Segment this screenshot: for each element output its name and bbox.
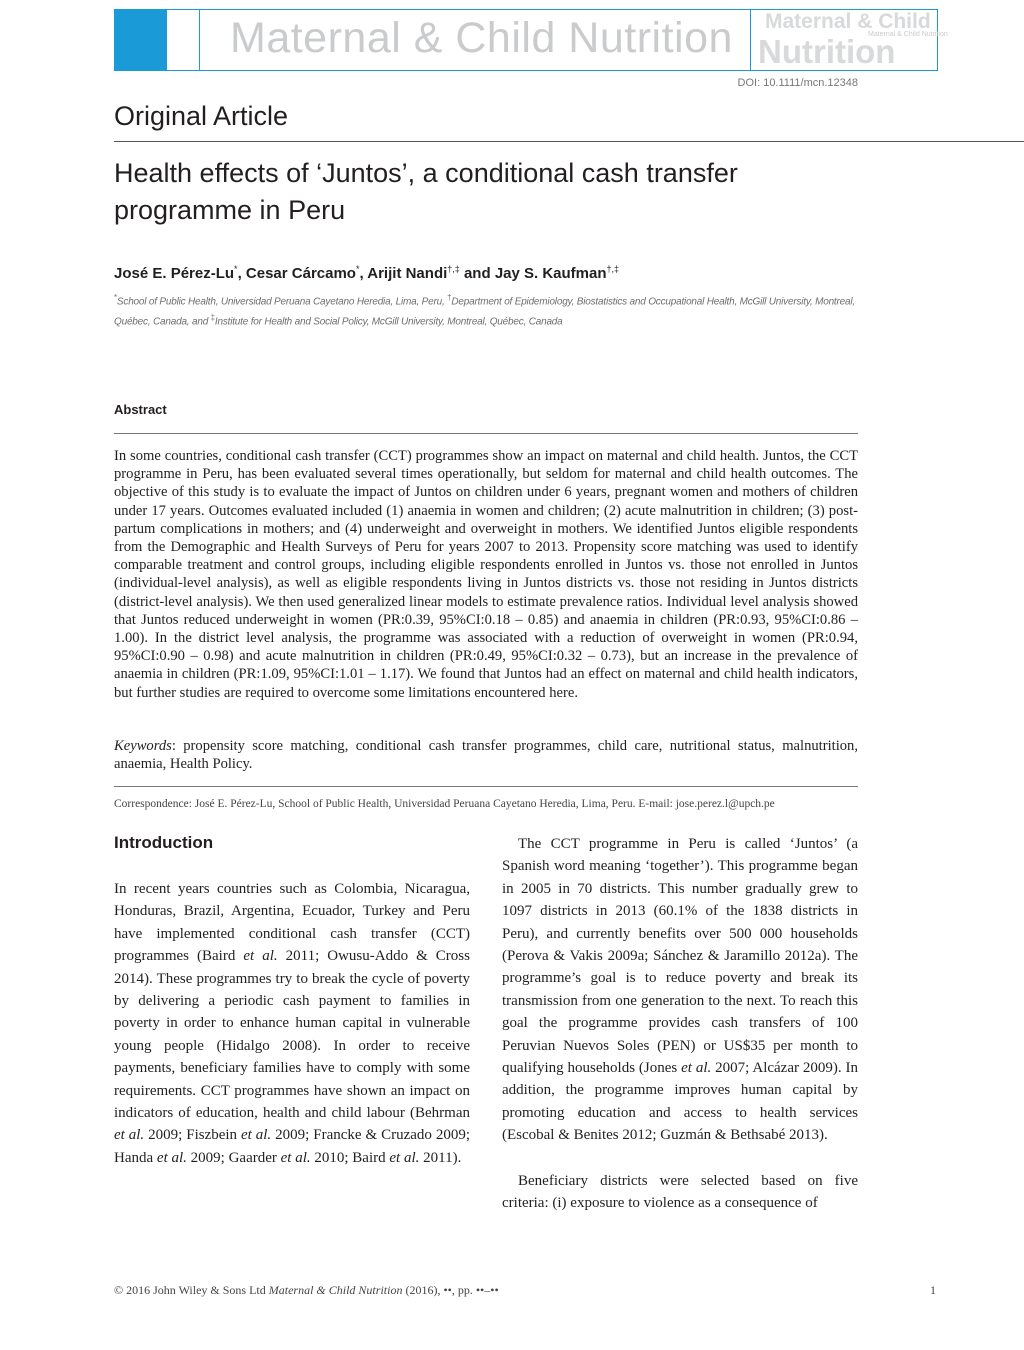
author-name: Arijit Nandi	[367, 265, 448, 282]
italic-run: et al.	[280, 1149, 311, 1166]
text-run: 2011).	[419, 1149, 462, 1166]
affiliation-mark: *	[114, 293, 117, 302]
author-affiliation-mark: †,‡	[447, 264, 460, 274]
author-name: Jay S. Kaufman	[494, 265, 607, 282]
author-name: José E. Pérez-Lu	[114, 265, 235, 282]
header-accent-block	[114, 9, 167, 71]
header-divider	[199, 9, 200, 71]
title-rule	[114, 141, 1024, 142]
author-separator: and	[459, 265, 495, 282]
header-divider	[750, 9, 751, 71]
article-type: Original Article	[114, 101, 289, 131]
author-affiliation-mark: *	[234, 264, 238, 274]
italic-run: et al.	[156, 1149, 187, 1166]
journal-logo-small: Maternal & Child Nutrition	[868, 31, 948, 38]
keywords	[114, 737, 858, 773]
text-run: 2007; Alcázar 2009). In addition, the programme improves human capital by promoting education and access to health services (Escobal & Benites 2012; Guzmán & Bethsabé 2013).	[502, 1060, 858, 1144]
copyright-suffix: (2016), ••, pp. ••–••	[402, 1283, 499, 1297]
journal-name: Maternal & Child Nutrition	[230, 14, 733, 62]
affiliation-text: Department of Epidemiology, Biostatistics and Occupational Health, McGill University, Montreal, Québec, Canada, and	[114, 296, 855, 328]
author-name: Cesar Cárcamo	[245, 265, 356, 282]
correspondence-rule	[114, 786, 858, 787]
affiliation-mark: ‡	[210, 313, 215, 323]
affiliation-text: School of Public Health, Universidad Peruana Cayetano Heredia, Lima, Peru,	[116, 296, 448, 308]
author-separator: ,	[237, 265, 246, 282]
journal-logo-line1: Maternal & Child	[765, 10, 931, 33]
correspondence: Correspondence: José E. Pérez-Lu, School of Public Health, Universidad Peruana Cayetano Heredia, Lima, Peru. E-mail: jose.perez.l@upch.pe	[114, 798, 775, 810]
italic-run: et al.	[389, 1149, 420, 1166]
author-separator: ,	[359, 265, 368, 282]
footer-copyright	[114, 1283, 499, 1298]
text-run: In recent years countries such as Colombia, Nicaragua, Honduras, Brazil, Argentina, Ecuador, Turkey and Peru have implemented conditional cash transfer (CCT) programmes (Baird	[114, 881, 470, 965]
copyright-prefix: © 2016 John Wiley & Sons Ltd	[114, 1283, 269, 1297]
affiliation-mark: †	[447, 293, 452, 302]
introduction-heading: Introduction	[114, 833, 214, 852]
text-run: 2011; Owusu-Addo & Cross 2014). These programmes try to break the cycle of poverty by delivering a periodic cash payment to families in poverty in order to enhance human capital in vulnerable young people (Hidalgo 2008). In order to receive payments, beneficiary families have to comply with some requirements. CCT programmes have shown an impact on indicators of education, health and child labour (Behrman	[114, 948, 470, 1122]
text-run: 2009; Gaarder	[186, 1149, 281, 1166]
author-affiliation-mark: †,‡	[606, 264, 620, 274]
text-run: 2009; Francke & Cruzado 2009; Handa	[114, 1127, 470, 1166]
introduction-right-paragraph-2: Beneficiary districts were selected based on five criteria: (i) exposure to violence as a consequence of	[502, 1173, 858, 1212]
author-affiliation-mark: *	[355, 264, 360, 274]
text-run: 2009; Fiszbein	[144, 1127, 241, 1144]
italic-run: et al.	[681, 1060, 712, 1077]
text-run: The CCT programme in Peru is called ‘Juntos’ (a Spanish word meaning ‘together’). This programme began in 2005 in 70 districts. This number gradually grew to 1097 districts in 2013 (60.1% of the 1838 districts in Peru), and currently benefits over 500 000 households (Perova & Vakis 2009a; Sánchez & Jaramillo 2012a). The programme’s goal is to reduce poverty and break its transmission from one generation to the next. To reach this goal the programme provides cash transfers of 100 Peruvian Nuevos Soles (PEN) or US$35 per month to qualifying households (Jones	[502, 836, 858, 1077]
abstract-heading: Abstract	[114, 402, 167, 417]
keywords-label: Keywords	[114, 738, 172, 754]
author-list	[114, 264, 619, 282]
affiliation-text: Institute for Health and Social Policy, McGill University, Montreal, Québec, Canada	[214, 316, 563, 328]
article-title: Health effects of ‘Juntos’, a conditional cash transfer programme in Peru	[114, 158, 738, 225]
introduction-left-column	[114, 878, 470, 1169]
doi: DOI: 10.1111/mcn.12348	[737, 77, 858, 89]
abstract-rule	[114, 433, 858, 434]
keywords-text: : propensity score matching, conditional cash transfer programmes, child care, nutritional status, malnutrition, anaemia, Health Policy.	[114, 738, 858, 773]
italic-run: et al.	[114, 1127, 145, 1144]
journal-logo-line2: Nutrition	[758, 33, 896, 70]
italic-run: et al.	[241, 1127, 272, 1144]
affiliations	[114, 290, 864, 331]
abstract-text: In some countries, conditional cash transfer (CCT) programmes show an impact on maternal and child health. Juntos, the CCT programme in Peru, has been evaluated several times operationally, but seldom for maternal and child health outcomes. The objective of this study is to evaluate the impact of Juntos on children under 6 years, pregnant women and mothers of children under 17 years. Outcomes evaluated included (1) anaemia in women and children; (2) acute malnutrition in children; (3) post-partum complications in mothers; and (4) underweight and overweight in mothers. We identified Juntos eligible respondents from the Demographic and Health Surveys of Peru for years 2007 to 2013. Propensity score matching was used to identify comparable treatment and control groups, including eligible respondents enrolled in Juntos vs. those not enrolled in Juntos (individual-level analysis), as well as eligible respondents living in Juntos districts vs. those not residing in Juntos districts (district-level analysis). We then used generalized linear models to estimate prevalence ratios. Individual level analysis showed that Juntos reduced underweight in women (PR:0.39, 95%CI:0.18 – 0.85) and anaemia in children (PR:0.93, 95%CI:0.86 – 1.00). In the district level analysis, the programme was associated with a reduction of overweight in women (PR:0.94, 95%CI:0.90 – 0.98) and acute malnutrition in children (PR:0.49, 95%CI:0.32 – 0.73), but an increase in the prevalence of anaemia in children (PR:1.09, 95%CI:1.01 – 1.17). We found that Juntos had an effect on maternal and child health indicators, but further studies are required to overcome some limitations encountered here.	[114, 448, 858, 701]
italic-run: et al.	[243, 948, 278, 965]
text-run: 2010; Baird	[310, 1149, 390, 1166]
introduction-right-paragraph-1	[502, 833, 858, 1147]
page-number: 1	[930, 1283, 936, 1297]
footer-journal-name: Maternal & Child Nutrition	[268, 1283, 403, 1297]
